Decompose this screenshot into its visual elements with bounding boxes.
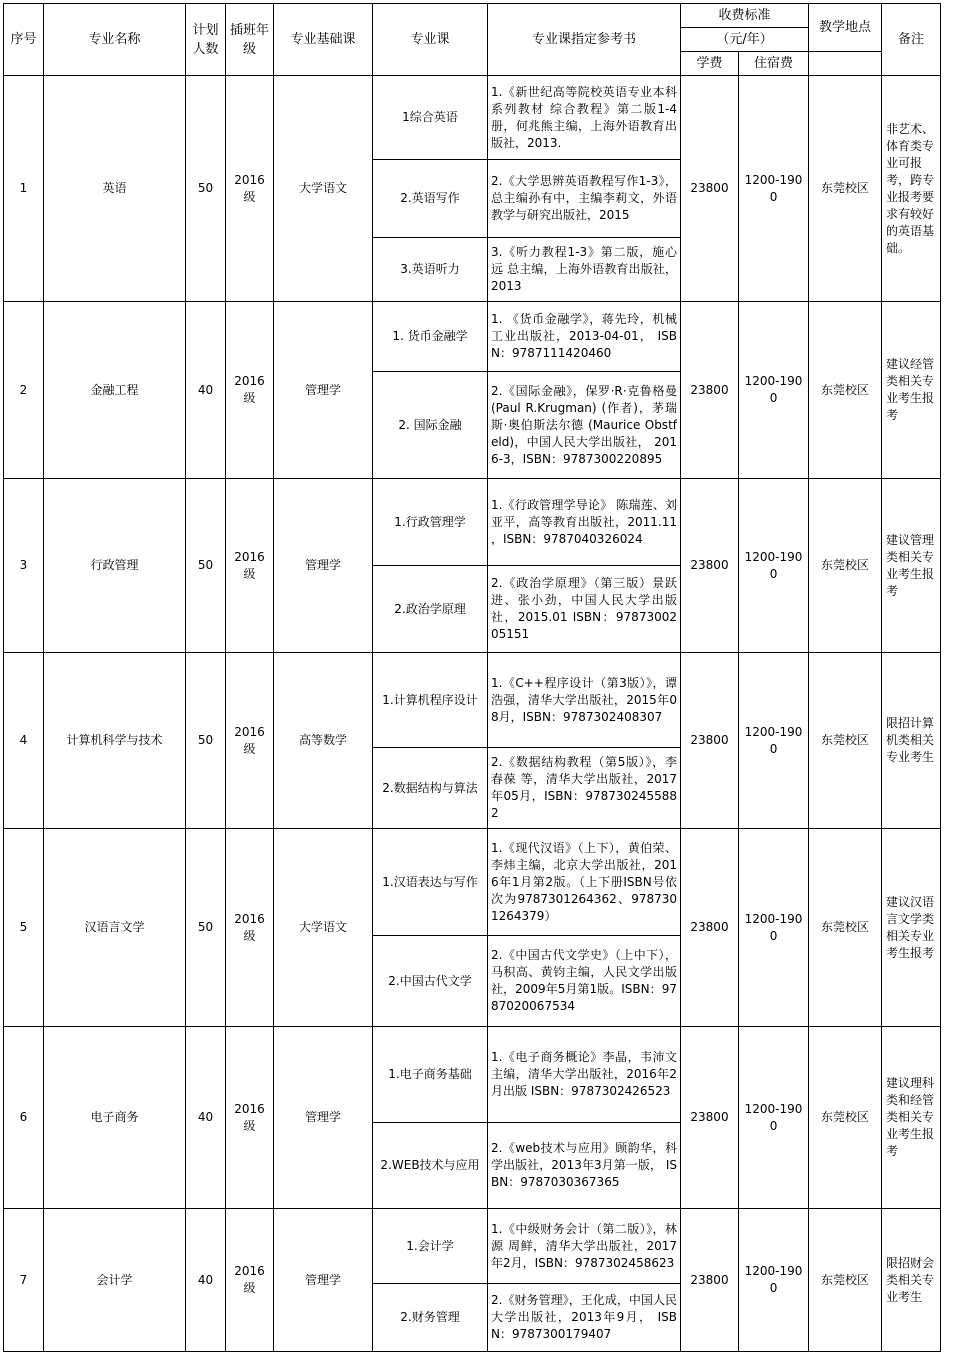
row-seq: 3: [4, 479, 44, 653]
row-seq: 5: [4, 829, 44, 1027]
row-grade: 2016级: [226, 76, 274, 302]
row-plan-count: 50: [186, 829, 226, 1027]
row-foundation-course: 管理学: [274, 1209, 373, 1352]
row-grade: 2016级: [226, 653, 274, 829]
row-accommodation: 1200-1900: [739, 1027, 809, 1209]
row-tuition: 23800: [681, 1027, 739, 1209]
course-reference-book: 2.《政治学原理》（第三版）景跃进、张小劲，中国人民大学出版社，2015.01 ISBN：9787300205151: [488, 566, 681, 653]
row-location: 东莞校区: [809, 1209, 882, 1352]
row-remarks: 限招计算机类相关专业考生: [882, 653, 941, 829]
row-location: 东莞校区: [809, 76, 882, 302]
course-reference-book: 2.《web技术与应用》顾韵华，科学出版社，2013年3月第一版， ISBN：9787030367365: [488, 1123, 681, 1209]
course-name: 2. 国际金融: [373, 372, 488, 479]
row-plan-count: 50: [186, 76, 226, 302]
row-seq: 7: [4, 1209, 44, 1352]
row-foundation-course: 大学语文: [274, 829, 373, 1027]
header-fee-standard: 收费标准: [681, 4, 809, 28]
course-reference-book: 2.《大学思辨英语教程写作1-3》，总主编孙有中，主编李莉文，外语教学与研究出版社，2015: [488, 160, 681, 238]
course-name: 1.行政管理学: [373, 479, 488, 566]
header-foundation-course: 专业基础课: [274, 4, 373, 76]
course-name: 2.WEB技术与应用: [373, 1123, 488, 1209]
row-location: 东莞校区: [809, 1027, 882, 1209]
row-tuition: 23800: [681, 653, 739, 829]
row-major: 电子商务: [44, 1027, 186, 1209]
row-tuition: 23800: [681, 829, 739, 1027]
row-seq: 1: [4, 76, 44, 302]
row-plan-count: 40: [186, 1027, 226, 1209]
row-accommodation: 1200-1900: [739, 653, 809, 829]
header-remarks: 备注: [882, 4, 941, 76]
course-name: 3.英语听力: [373, 238, 488, 302]
header-location: 教学地点: [809, 4, 882, 52]
row-major: 英语: [44, 76, 186, 302]
row-remarks: 建议理科类和经管类相关专业考生报考: [882, 1027, 941, 1209]
row-tuition: 23800: [681, 302, 739, 479]
course-reference-book: 2.《财务管理》，王化成，中国人民大学出版社，2013年9月， ISBN：9787300179407: [488, 1284, 681, 1352]
row-major: 会计学: [44, 1209, 186, 1352]
header-reference-books: 专业课指定参考书: [488, 4, 681, 76]
row-plan-count: 50: [186, 479, 226, 653]
row-grade: 2016级: [226, 1209, 274, 1352]
course-reference-book: 1.《行政管理学导论》 陈瑞莲、刘亚平，高等教育出版社，2011.11 ，ISBN：9787040326024: [488, 479, 681, 566]
row-foundation-course: 管理学: [274, 479, 373, 653]
row-location: 东莞校区: [809, 829, 882, 1027]
course-reference-book: 2.《数据结构教程（第5版）》，李春葆 等，清华大学出版社，2017年05月，ISBN：9787302455882: [488, 748, 681, 829]
row-grade: 2016级: [226, 829, 274, 1027]
course-name: 1综合英语: [373, 76, 488, 160]
header-major: 专业名称: [44, 4, 186, 76]
row-accommodation: 1200-1900: [739, 76, 809, 302]
row-plan-count: 40: [186, 1209, 226, 1352]
row-remarks: 非艺术、体育类专业可报考，跨专业报考要求有较好的英语基础。: [882, 76, 941, 302]
header-location-blank: [809, 52, 882, 76]
header-plan-count: 计划人数: [186, 4, 226, 76]
row-major: 金融工程: [44, 302, 186, 479]
row-location: 东莞校区: [809, 479, 882, 653]
row-plan-count: 40: [186, 302, 226, 479]
row-location: 东莞校区: [809, 302, 882, 479]
course-reference-book: 2.《中国古代文学史》（上中下），马积高、黄钧主编，人民文学出版社，2009年5月第1版。ISBN：9787020067534: [488, 936, 681, 1027]
row-foundation-course: 管理学: [274, 1027, 373, 1209]
row-remarks: 建议汉语言文学类相关专业考生报考: [882, 829, 941, 1027]
course-reference-book: 1.《中级财务会计（第二版）》，林源 周鲜，清华大学出版社，2017年2月，ISBN：9787302458623: [488, 1209, 681, 1284]
row-foundation-course: 高等数学: [274, 653, 373, 829]
row-tuition: 23800: [681, 76, 739, 302]
row-foundation-course: 管理学: [274, 302, 373, 479]
row-plan-count: 50: [186, 653, 226, 829]
header-tuition: 学费: [681, 52, 739, 76]
row-remarks: 建议管理类相关专业考生报考: [882, 479, 941, 653]
row-accommodation: 1200-1900: [739, 479, 809, 653]
course-name: 1.电子商务基础: [373, 1027, 488, 1123]
admission-plan-table: [3, 3, 941, 1352]
course-reference-book: 2.《国际金融》，保罗·R·克鲁格曼 (Paul R.Krugman) (作者)，茅瑞斯·奥伯斯法尔德 (Maurice Obstfeld)，中国人民大学出版社， 2016-3，ISBN：9787300220895: [488, 372, 681, 479]
row-major: 行政管理: [44, 479, 186, 653]
row-accommodation: 1200-1900: [739, 1209, 809, 1352]
row-major: 计算机科学与技术: [44, 653, 186, 829]
course-name: 1.计算机程序设计: [373, 653, 488, 748]
header-grade: 插班年级: [226, 4, 274, 76]
course-name: 1.会计学: [373, 1209, 488, 1284]
row-major: 汉语言文学: [44, 829, 186, 1027]
course-name: 2.中国古代文学: [373, 936, 488, 1027]
row-foundation-course: 大学语文: [274, 76, 373, 302]
course-name: 2.英语写作: [373, 160, 488, 238]
row-accommodation: 1200-1900: [739, 302, 809, 479]
header-accommodation: 住宿费: [739, 52, 809, 76]
course-reference-book: 1.《现代汉语》（上下），黄伯荣、李炜主编，北京大学出版社，2016年1月第2版。（上下册ISBN号依次为9787301264362、9787301264379）: [488, 829, 681, 936]
row-tuition: 23800: [681, 1209, 739, 1352]
row-tuition: 23800: [681, 479, 739, 653]
row-seq: 6: [4, 1027, 44, 1209]
course-reference-book: 1.《电子商务概论》李晶，韦沛文主编，清华大学出版社，2016年2月出版 ISBN：9787302426523: [488, 1027, 681, 1123]
course-reference-book: 1. 《货币金融学》，蒋先玲，机械工业出版社，2013-04-01， ISBN：9787111420460: [488, 302, 681, 372]
row-location: 东莞校区: [809, 653, 882, 829]
course-reference-book: 3.《听力教程1-3》第二版，施心远 总主编，上海外语教育出版社，2013: [488, 238, 681, 302]
row-grade: 2016级: [226, 302, 274, 479]
course-name: 2.政治学原理: [373, 566, 488, 653]
row-grade: 2016级: [226, 479, 274, 653]
header-course: 专业课: [373, 4, 488, 76]
course-reference-book: 1.《C++程序设计（第3版）》，谭浩强，清华大学出版社，2015年08月，ISBN：9787302408307: [488, 653, 681, 748]
header-fee-unit: （元/年）: [681, 28, 809, 52]
row-remarks: 建议经管类相关专业考生报考: [882, 302, 941, 479]
row-grade: 2016级: [226, 1027, 274, 1209]
course-name: 1.汉语表达与写作: [373, 829, 488, 936]
row-accommodation: 1200-1900: [739, 829, 809, 1027]
course-name: 2.数据结构与算法: [373, 748, 488, 829]
course-reference-book: 1.《新世纪高等院校英语专业本科系列教材 综合教程》第二版1-4册，何兆熊主编，上海外语教育出版社，2013.: [488, 76, 681, 160]
course-name: 1. 货币金融学: [373, 302, 488, 372]
course-name: 2.财务管理: [373, 1284, 488, 1352]
row-seq: 4: [4, 653, 44, 829]
row-seq: 2: [4, 302, 44, 479]
row-remarks: 限招财会类相关专业考生: [882, 1209, 941, 1352]
header-seq: 序号: [4, 4, 44, 76]
